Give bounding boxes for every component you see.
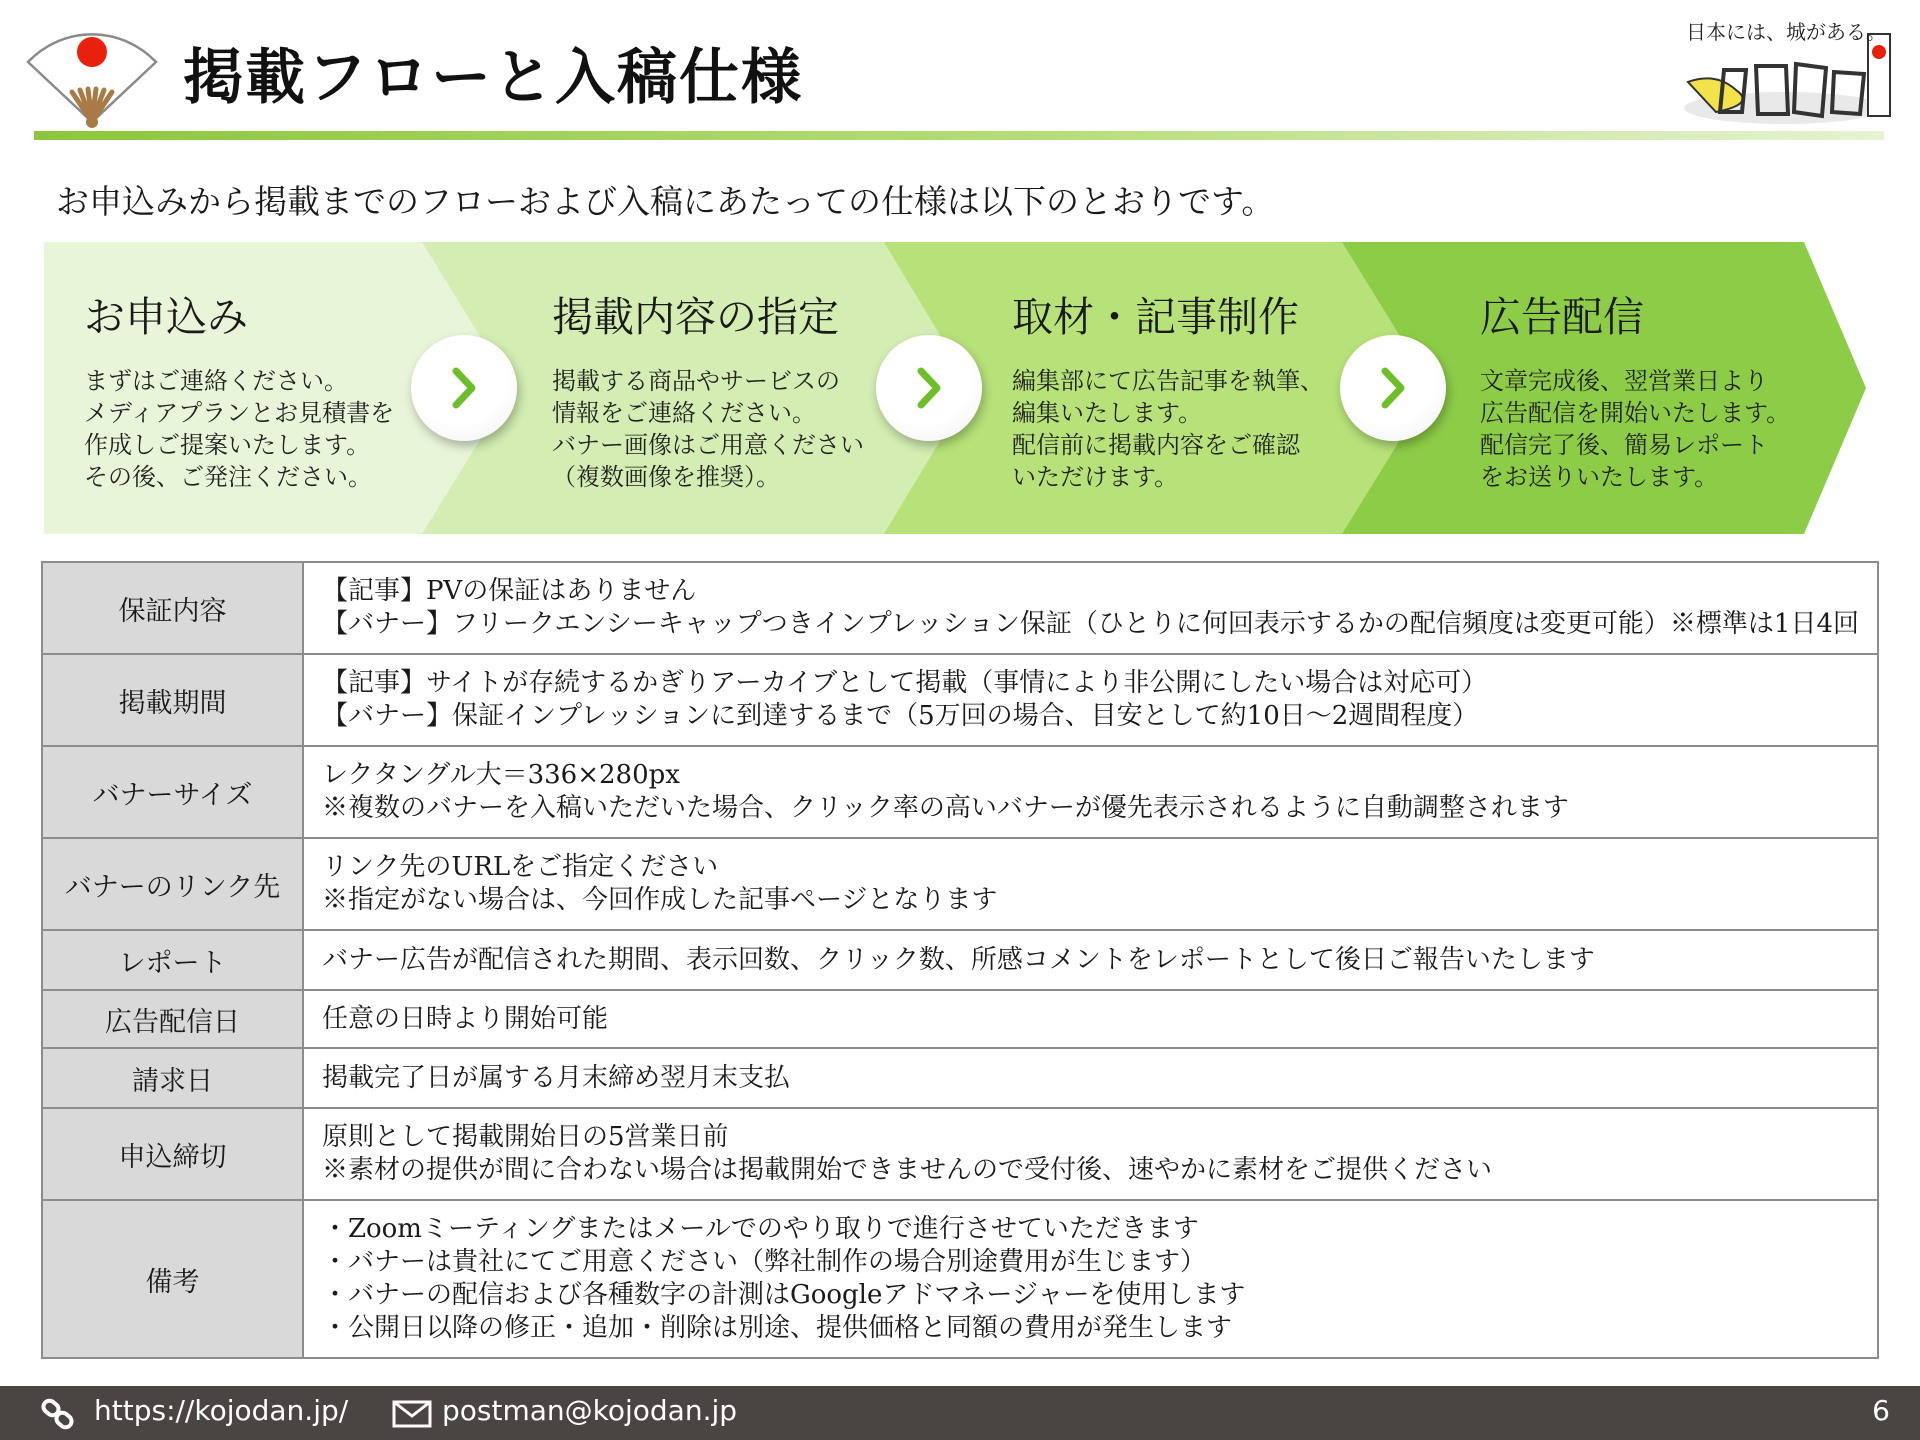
row-key: 掲載期間 (42, 654, 303, 746)
website-link[interactable]: https://kojodan.jp/ (94, 1394, 349, 1427)
flow-step-3 (1012, 284, 1324, 493)
table-row (42, 990, 1878, 1048)
flow-step-line: 文章完成後、翌営業日より (1480, 367, 1768, 395)
flow-step-line: 編集いたします。 (1012, 399, 1203, 427)
page-number: 6 (1872, 1394, 1890, 1427)
table-row (42, 1048, 1878, 1108)
table-row (42, 654, 1878, 746)
flow-step-line: その後、ご発注ください。 (84, 463, 372, 491)
slide-header (0, 0, 1920, 150)
flow-step-line: 掲載する商品やサービスの (552, 367, 840, 395)
value-line: 【記事】サイトが存続するかぎりアーカイブとして掲載（事情により非公開にしたい場合は対応可） (321, 668, 1488, 698)
flow-step-description (1012, 365, 1324, 493)
flow-step-line: メディアプランとお見積書を (84, 399, 395, 427)
row-value (303, 1200, 1878, 1358)
chevron-right-icon (909, 365, 949, 411)
value-line: 掲載完了日が属する月末締め翌月末支払 (321, 1062, 790, 1093)
flow-step-line: 広告配信を開始いたします。 (1480, 399, 1791, 427)
value-line: レクタングル大＝336×280px (321, 760, 680, 790)
mail-icon (392, 1400, 432, 1428)
flow-step-line: まずはご連絡ください。 (84, 367, 348, 395)
chevron-right-icon (444, 365, 484, 411)
flow-step-line: 配信完了後、簡易レポート (1480, 431, 1768, 459)
chevron-right-icon (1373, 365, 1413, 411)
value-line: 【記事】PVの保証はありません (321, 576, 697, 606)
row-key: 広告配信日 (42, 990, 303, 1048)
flow-step-4 (1480, 284, 1790, 493)
next-step-arrow-2 (876, 335, 982, 441)
table-row (42, 930, 1878, 990)
flow-step-line: いただけます。 (1012, 463, 1179, 491)
value-line: 任意の日時より開始可能 (321, 1003, 608, 1034)
value-line: ・公開日以降の修正・追加・削除は別途、提供価格と同額の費用が発生します (321, 1313, 1232, 1343)
row-value (303, 1048, 1878, 1108)
flow-step-title: お申込み (84, 293, 248, 341)
table-row (42, 838, 1878, 930)
row-value (303, 930, 1878, 990)
flow-step-2 (552, 284, 864, 493)
value-line: 【バナー】保証インプレッションに到達するまで（5万回の場合、目安として約10日～2週間程度） (321, 701, 1479, 731)
logo-tagline: 日本には、城がある。 (1686, 20, 1886, 44)
row-key: 備考 (42, 1200, 303, 1358)
table-row (42, 1108, 1878, 1200)
intro-text: お申込みから掲載までのフローおよび入稿にあたっての仕様は以下のとおりです。 (56, 182, 1275, 221)
next-step-arrow-3 (1340, 335, 1446, 441)
row-value (303, 746, 1878, 838)
flow-step-title: 掲載内容の指定 (552, 293, 839, 341)
row-key: 申込締切 (42, 1108, 303, 1200)
spec-table (41, 561, 1879, 1359)
row-key: 保証内容 (42, 562, 303, 654)
value-line: リンク先のURLをご指定ください (321, 852, 719, 882)
flow-step-line: 編集部にて広告記事を執筆、 (1012, 367, 1324, 395)
link-icon (40, 1398, 76, 1430)
japanese-fan-icon (22, 14, 162, 132)
slide-footer (0, 1386, 1920, 1440)
flow-step-line: をお送りいたします。 (1480, 463, 1719, 491)
value-line: ・Zoomミーティングまたはメールでのやり取りで進行させていただきます (321, 1214, 1199, 1244)
value-line: ※指定がない場合は、今回作成した記事ページとなります (321, 885, 998, 915)
flow-step-line: バナー画像はご用意ください (552, 431, 864, 459)
row-key: バナーサイズ (42, 746, 303, 838)
flow-step-1 (84, 284, 394, 493)
flow-step-description (552, 365, 864, 493)
value-line: ・バナーの配信および各種数字の計測はGoogleアドマネージャーを使用します (321, 1280, 1246, 1310)
value-line: バナー広告が配信された期間、表示回数、クリック数、所感コメントをレポートとして後日ご報告いたします (321, 944, 1595, 975)
flow-step-line: 情報をご連絡ください。 (552, 399, 816, 427)
flow-step-line: 配信前に掲載内容をご確認 (1012, 431, 1300, 459)
value-line: ※素材の提供が間に合わない場合は掲載開始できませんので受付後、速やかに素材をご提供ください (321, 1155, 1492, 1185)
flow-step-title: 広告配信 (1480, 293, 1644, 341)
title-underline (34, 131, 1884, 140)
flow-step-description (1480, 365, 1790, 493)
next-step-arrow-1 (411, 335, 517, 441)
row-value (303, 838, 1878, 930)
table-row (42, 562, 1878, 654)
flow-step-description (84, 365, 394, 493)
flow-step-line: （複数画像を推奨）。 (552, 463, 780, 491)
row-value (303, 562, 1878, 654)
value-line: 原則として掲載開始日の5営業日前 (321, 1122, 729, 1152)
row-value (303, 1108, 1878, 1200)
table-row (42, 746, 1878, 838)
row-key: バナーのリンク先 (42, 838, 303, 930)
page-title: 掲載フローと入稿仕様 (183, 43, 803, 113)
flow-step-line: 作成しご提案いたします。 (84, 431, 371, 459)
value-line: ・バナーは貴社にてご用意ください（弊社制作の場合別途費用が生じます） (321, 1247, 1206, 1277)
flow-step-title: 取材・記事制作 (1012, 293, 1299, 341)
value-line: ※複数のバナーを入稿いただいた場合、クリック率の高いバナーが優先表示されるように自動調整されます (321, 793, 1569, 823)
row-value (303, 990, 1878, 1048)
row-key: レポート (42, 930, 303, 990)
row-key: 請求日 (42, 1048, 303, 1108)
row-value (303, 654, 1878, 746)
value-line: 【バナー】フリークエンシーキャップつきインプレッション保証（ひとりに何回表示するかの配信頻度は変更可能）※標準は1日4回 (321, 609, 1859, 639)
email-link[interactable]: postman@kojodan.jp (442, 1394, 738, 1427)
table-row (42, 1200, 1878, 1358)
process-flow (44, 242, 1874, 534)
